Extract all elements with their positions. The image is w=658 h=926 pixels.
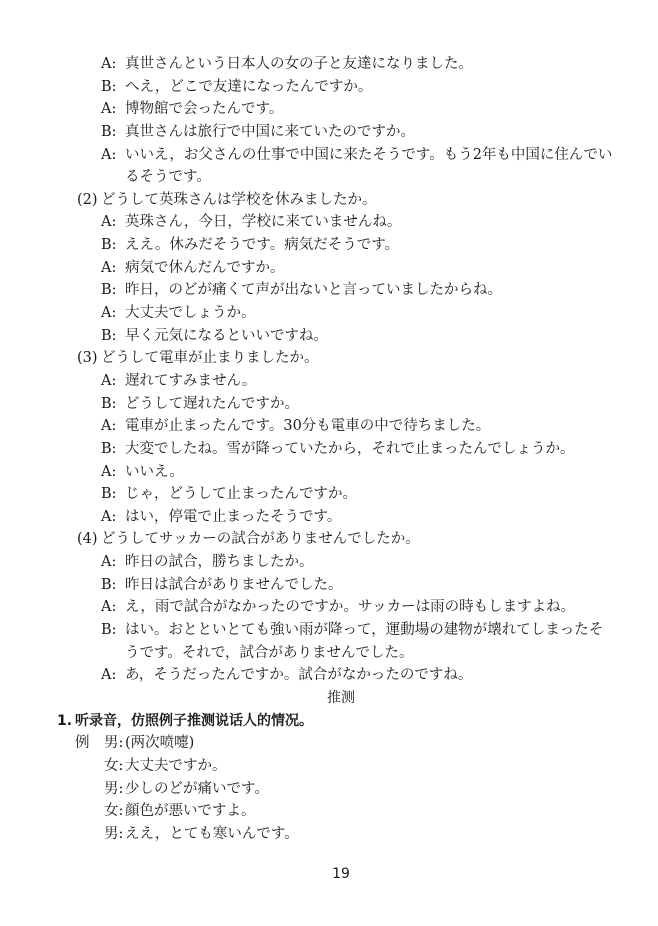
line-text: 昨日，のどが痛くて声が出ないと言っていましたからね。 — [125, 282, 502, 299]
dialog-line — [0, 574, 658, 597]
line-text: 早く元気になるといいですね。 — [125, 327, 328, 344]
speaker-label: 男: — [104, 735, 124, 752]
line-text: 真世さんは旅行で中国に来ていたのですか。 — [125, 123, 415, 140]
line-text: 博物館で会ったんです。 — [125, 101, 284, 118]
line-text: るそうです。 — [125, 169, 211, 186]
line-text: 病気で休んだんですか。 — [125, 259, 285, 276]
speaker-label: 男: — [104, 780, 124, 797]
line-text: 大変でしたね。雪が降っていたから，それで止まったんでしょうか。 — [125, 440, 575, 457]
page-number — [0, 866, 658, 882]
example-line — [0, 823, 658, 846]
heading-text: 推测 — [327, 689, 355, 706]
speaker-label: B: — [101, 440, 117, 457]
speaker-label: 女: — [104, 803, 124, 820]
line-text: どうして英珠さんは学校を休みましたか。 — [101, 191, 377, 208]
speaker-label: 女: — [104, 757, 124, 774]
speaker-label: A: — [101, 146, 117, 163]
line-text: ええ，とても寒いんです。 — [125, 825, 299, 842]
line-text: どうして電車が止まりましたか。 — [101, 350, 319, 367]
line-text: はい。おとといとても強い雨が降って，運動場の建物が壊れてしまったそ — [125, 622, 604, 639]
dialog-line — [0, 393, 658, 416]
dialog-line — [0, 596, 658, 619]
speaker-label: A: — [101, 305, 117, 322]
speaker-label: B: — [101, 576, 117, 593]
speaker-label: B: — [101, 622, 117, 639]
dialog-line — [0, 279, 658, 302]
task-instruction — [0, 710, 658, 733]
dialog-line — [0, 438, 658, 461]
line-text: いいえ。 — [125, 463, 184, 480]
dialog-line — [0, 325, 658, 348]
dialog-line — [0, 76, 658, 99]
line-text: 遅れてすみません。 — [125, 372, 257, 389]
speaker-label: A: — [101, 554, 117, 571]
question-line — [0, 347, 658, 370]
document-body — [0, 53, 658, 845]
line-text: はい，停電で止まったそうです。 — [125, 508, 342, 525]
speaker-label: B: — [101, 237, 117, 254]
example-line — [0, 800, 658, 823]
question-line — [0, 189, 658, 212]
dialog-line — [0, 370, 658, 393]
line-text: 電車が止まったんです。30分も電車の中で待ちました。 — [125, 418, 491, 435]
item-number: (4) — [77, 531, 98, 548]
speaker-label: B: — [101, 327, 117, 344]
line-text: 真世さんという日本人の女の子と友達になりました。 — [125, 56, 473, 72]
line-text: え，雨で試合がなかったのですか。サッカーは雨の時もしますよね。 — [125, 599, 576, 616]
dialog-continuation — [0, 166, 658, 189]
dialog-line — [0, 302, 658, 325]
speaker-label: 男: — [104, 825, 124, 842]
speaker-label: A: — [101, 667, 117, 684]
speaker-label: A: — [101, 508, 117, 525]
speaker-label: B: — [101, 395, 117, 412]
speaker-label: A: — [101, 214, 117, 231]
line-text: ええ。休みだそうです。病気だそうです。 — [125, 237, 400, 254]
dialog-line — [0, 506, 658, 529]
dialog-line — [0, 619, 658, 642]
dialog-line — [0, 98, 658, 121]
question-line — [0, 528, 658, 551]
line-text: いいえ，お父さんの仕事で中国に来たそうです。もう2年も中国に住んでい — [125, 146, 613, 163]
line-text: (两次喷嚏) — [125, 735, 195, 752]
section-heading — [0, 687, 658, 710]
dialog-line — [0, 483, 658, 506]
speaker-label: A: — [101, 101, 117, 118]
line-text: じゃ，どうして止まったんですか。 — [125, 486, 357, 503]
speaker-label: A: — [101, 56, 117, 72]
line-text: へえ，どこで友達になったんですか。 — [125, 78, 373, 95]
line-text: 昨日は試合がありませんでした。 — [125, 576, 343, 593]
dialog-line — [0, 121, 658, 144]
speaker-label: B: — [101, 123, 117, 140]
item-number: (3) — [77, 350, 98, 367]
speaker-label: A: — [101, 463, 117, 480]
speaker-label: A: — [101, 372, 117, 389]
line-text: 大丈夫ですか。 — [125, 757, 227, 774]
item-number: (2) — [77, 191, 98, 208]
speaker-label: B: — [101, 78, 117, 95]
example-line — [0, 732, 658, 755]
speaker-label: A: — [101, 599, 117, 616]
line-text: あ，そうだったんですか。試合がなかったのですね。 — [125, 667, 473, 684]
line-text: 听录音，仿照例子推测说话人的情况。 — [75, 712, 313, 729]
example-line — [0, 755, 658, 778]
dialog-line — [0, 461, 658, 484]
speaker-label: B: — [101, 486, 117, 503]
dialog-line — [0, 144, 658, 167]
line-text: 英珠さん，今日，学校に来ていませんね。 — [125, 214, 402, 231]
line-text: どうして遅れたんですか。 — [125, 395, 299, 412]
line-text: 昨日の試合，勝ちましたか。 — [125, 554, 314, 571]
dialog-line — [0, 257, 658, 280]
line-text: 大丈夫でしょうか。 — [125, 305, 256, 322]
dialog-line — [0, 234, 658, 257]
line-text: うです。それで，試合がありませんでした。 — [125, 644, 414, 661]
dialog-continuation — [0, 642, 658, 665]
dialog-line — [0, 211, 658, 234]
page-number-text: 19 — [332, 866, 350, 882]
dialog-line — [0, 53, 658, 76]
example-label: 例 — [75, 735, 90, 752]
example-line — [0, 778, 658, 801]
speaker-label: A: — [101, 259, 117, 276]
dialog-line — [0, 664, 658, 687]
dialog-line — [0, 415, 658, 438]
speaker-label: A: — [101, 418, 117, 435]
speaker-label: B: — [101, 282, 117, 299]
line-text: 少しのどが痛いです。 — [125, 780, 269, 797]
line-text: 顔色が悪いですよ。 — [125, 803, 256, 820]
line-text: どうしてサッカーの試合がありませんでしたか。 — [101, 531, 420, 548]
item-number: 1. — [57, 712, 73, 729]
dialog-line — [0, 551, 658, 574]
